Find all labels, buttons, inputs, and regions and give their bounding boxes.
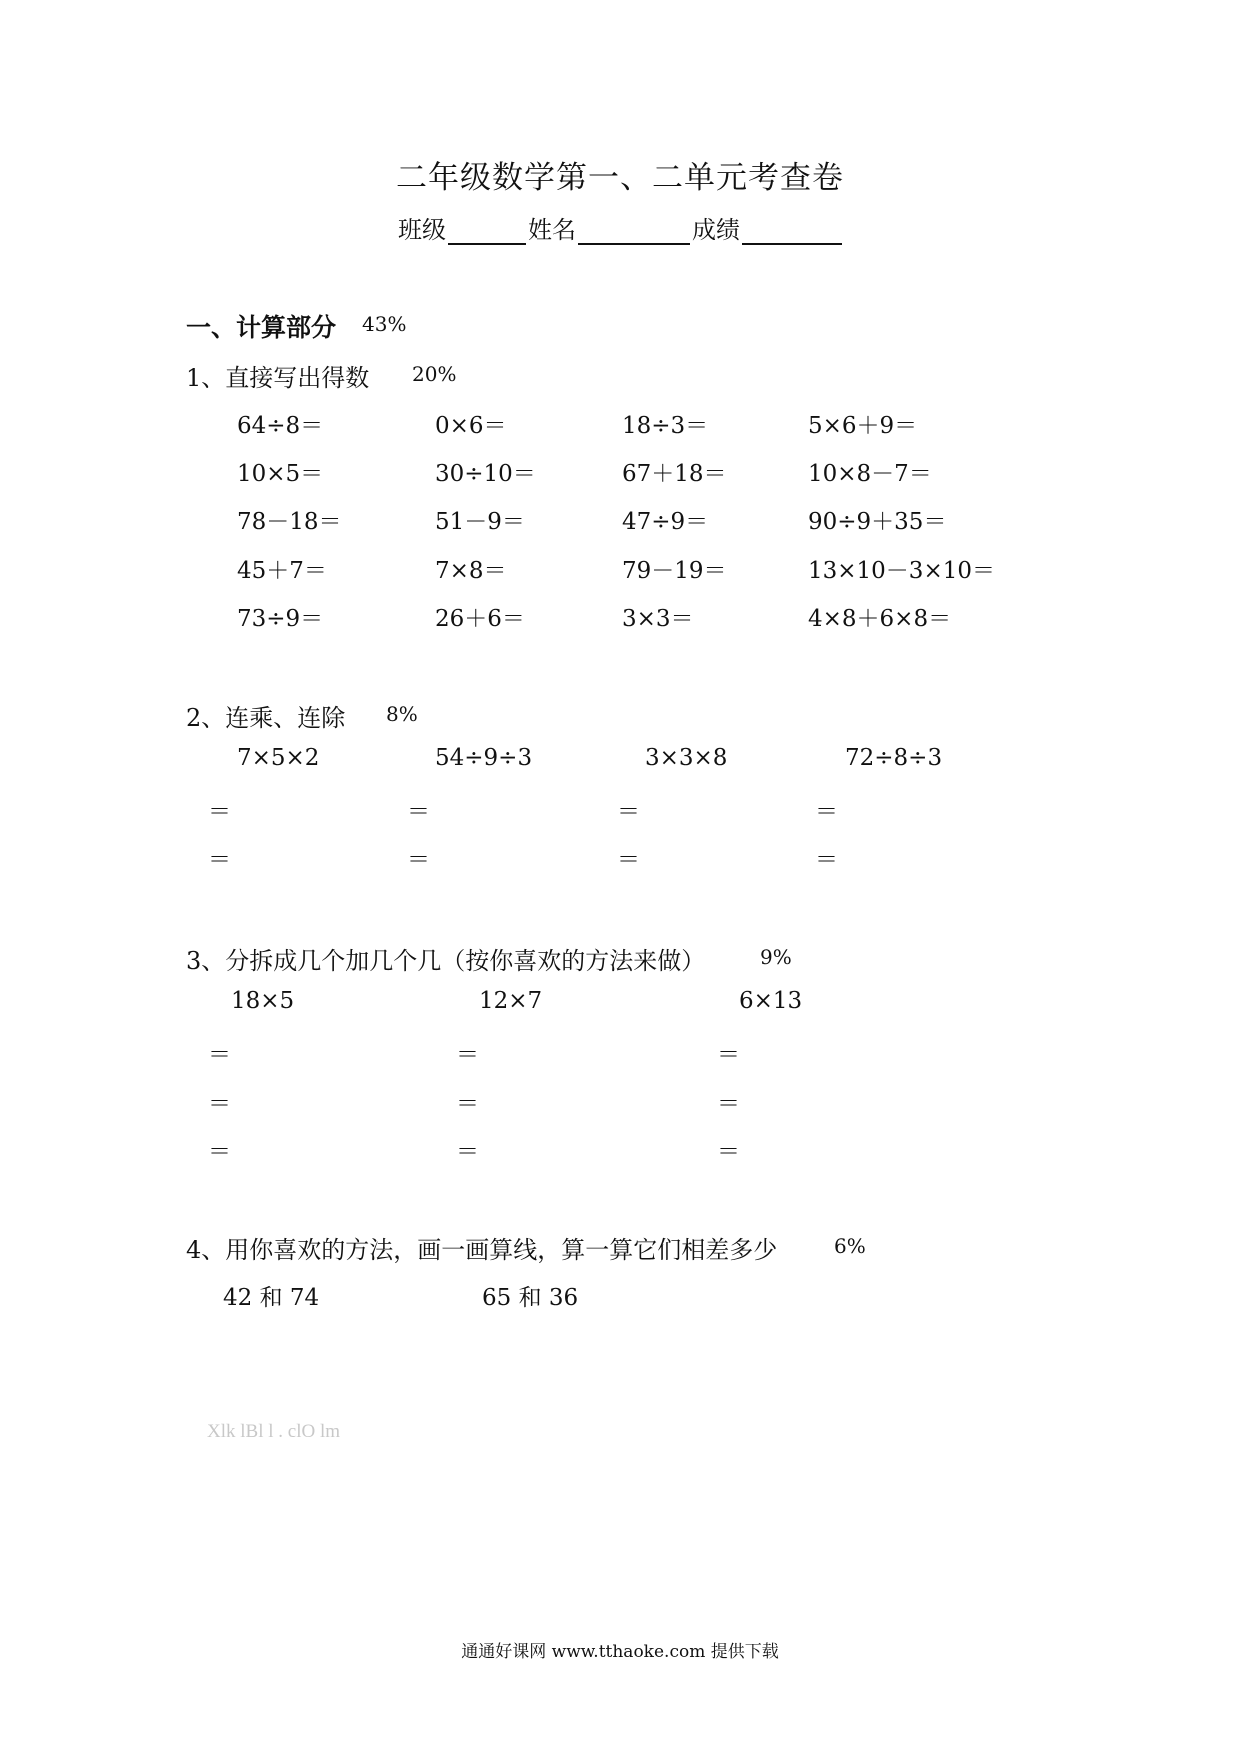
score-blank[interactable] — [742, 217, 842, 245]
q1-problem: 3×3＝ — [622, 606, 694, 632]
name-blank[interactable] — [578, 217, 690, 245]
q1-problem: 4×8＋6×8＝ — [808, 606, 952, 632]
q3-equals-sign: ＝ — [717, 1139, 740, 1165]
score-label: 成绩 — [692, 216, 740, 244]
q3-percent: 9% — [760, 945, 792, 969]
q1-problem: 13×10－3×10＝ — [808, 558, 995, 584]
class-blank[interactable] — [448, 217, 526, 245]
q1-problem: 47÷9＝ — [622, 509, 709, 535]
q1-problem: 30÷10＝ — [435, 461, 536, 487]
name-label: 姓名 — [528, 216, 576, 244]
q2-problem: 7×5×2 — [237, 745, 320, 771]
q3-equals-sign: ＝ — [208, 1042, 231, 1068]
q1-problem: 90÷9＋35＝ — [808, 509, 947, 535]
q1-problem: 26＋6＝ — [435, 606, 525, 632]
q3-equals-sign: ＝ — [717, 1042, 740, 1068]
q3-equals-sign: ＝ — [717, 1091, 740, 1117]
page-title: 二年级数学第一、二单元考查卷 — [396, 160, 844, 196]
section1-heading: 一、计算部分 — [186, 313, 337, 342]
q1-problem: 0×6＝ — [435, 413, 507, 439]
q1-problem: 67＋18＝ — [622, 461, 727, 487]
q1-problem: 64÷8＝ — [237, 413, 324, 439]
q1-problem: 10×5＝ — [237, 461, 324, 487]
q1-problem: 79－19＝ — [622, 558, 727, 584]
q2-equals-sign: ＝ — [208, 847, 231, 873]
q3-equals-sign: ＝ — [208, 1091, 231, 1117]
class-label: 班级 — [398, 216, 446, 244]
q3-problem: 18×5 — [231, 988, 295, 1014]
q2-equals-sign: ＝ — [407, 799, 430, 825]
q1-problem: 78－18＝ — [237, 509, 342, 535]
q3-equals-sign: ＝ — [456, 1091, 479, 1117]
q3-problem: 12×7 — [479, 988, 543, 1014]
q1-problem: 5×6＋9＝ — [808, 413, 918, 439]
section1-percent: 43% — [362, 312, 407, 336]
watermark-text: Xlk lBl l . clO lm — [207, 1421, 340, 1442]
student-info-line — [398, 210, 844, 245]
q1-percent: 20% — [412, 362, 457, 386]
q3-equals-sign: ＝ — [456, 1042, 479, 1068]
q2-problem: 54÷9÷3 — [435, 745, 533, 771]
q4-problem-1: 42 和 74 — [223, 1285, 320, 1311]
q2-problem: 72÷8÷3 — [845, 745, 943, 771]
q4-heading: 4、用你喜欢的方法，画一画算线，算一算它们相差多少 — [186, 1236, 778, 1264]
q2-percent: 8% — [386, 702, 418, 726]
q3-problem: 6×13 — [739, 988, 803, 1014]
q1-problem: 51－9＝ — [435, 509, 525, 535]
page-footer: 通通好课网 www.tthaoke.com 提供下载 — [461, 1642, 779, 1662]
q4-problem-2: 65 和 36 — [482, 1285, 579, 1311]
q1-problem: 73÷9＝ — [237, 606, 324, 632]
q2-heading: 2、连乘、连除 — [186, 704, 346, 732]
q3-equals-sign: ＝ — [456, 1139, 479, 1165]
q2-equals-sign: ＝ — [815, 847, 838, 873]
q2-equals-sign: ＝ — [617, 799, 640, 825]
q2-equals-sign: ＝ — [407, 847, 430, 873]
q2-problem: 3×3×8 — [645, 745, 728, 771]
q1-heading: 1、直接写出得数 — [186, 364, 370, 392]
q1-problem: 10×8－7＝ — [808, 461, 932, 487]
q1-problem: 45＋7＝ — [237, 558, 327, 584]
q2-equals-sign: ＝ — [815, 799, 838, 825]
q1-problem: 18÷3＝ — [622, 413, 709, 439]
q2-equals-sign: ＝ — [208, 799, 231, 825]
q2-equals-sign: ＝ — [617, 847, 640, 873]
q1-problem: 7×8＝ — [435, 558, 507, 584]
q3-equals-sign: ＝ — [208, 1139, 231, 1165]
q4-percent: 6% — [834, 1234, 866, 1258]
q3-heading: 3、分拆成几个加几个几（按你喜欢的方法来做） — [186, 947, 706, 975]
